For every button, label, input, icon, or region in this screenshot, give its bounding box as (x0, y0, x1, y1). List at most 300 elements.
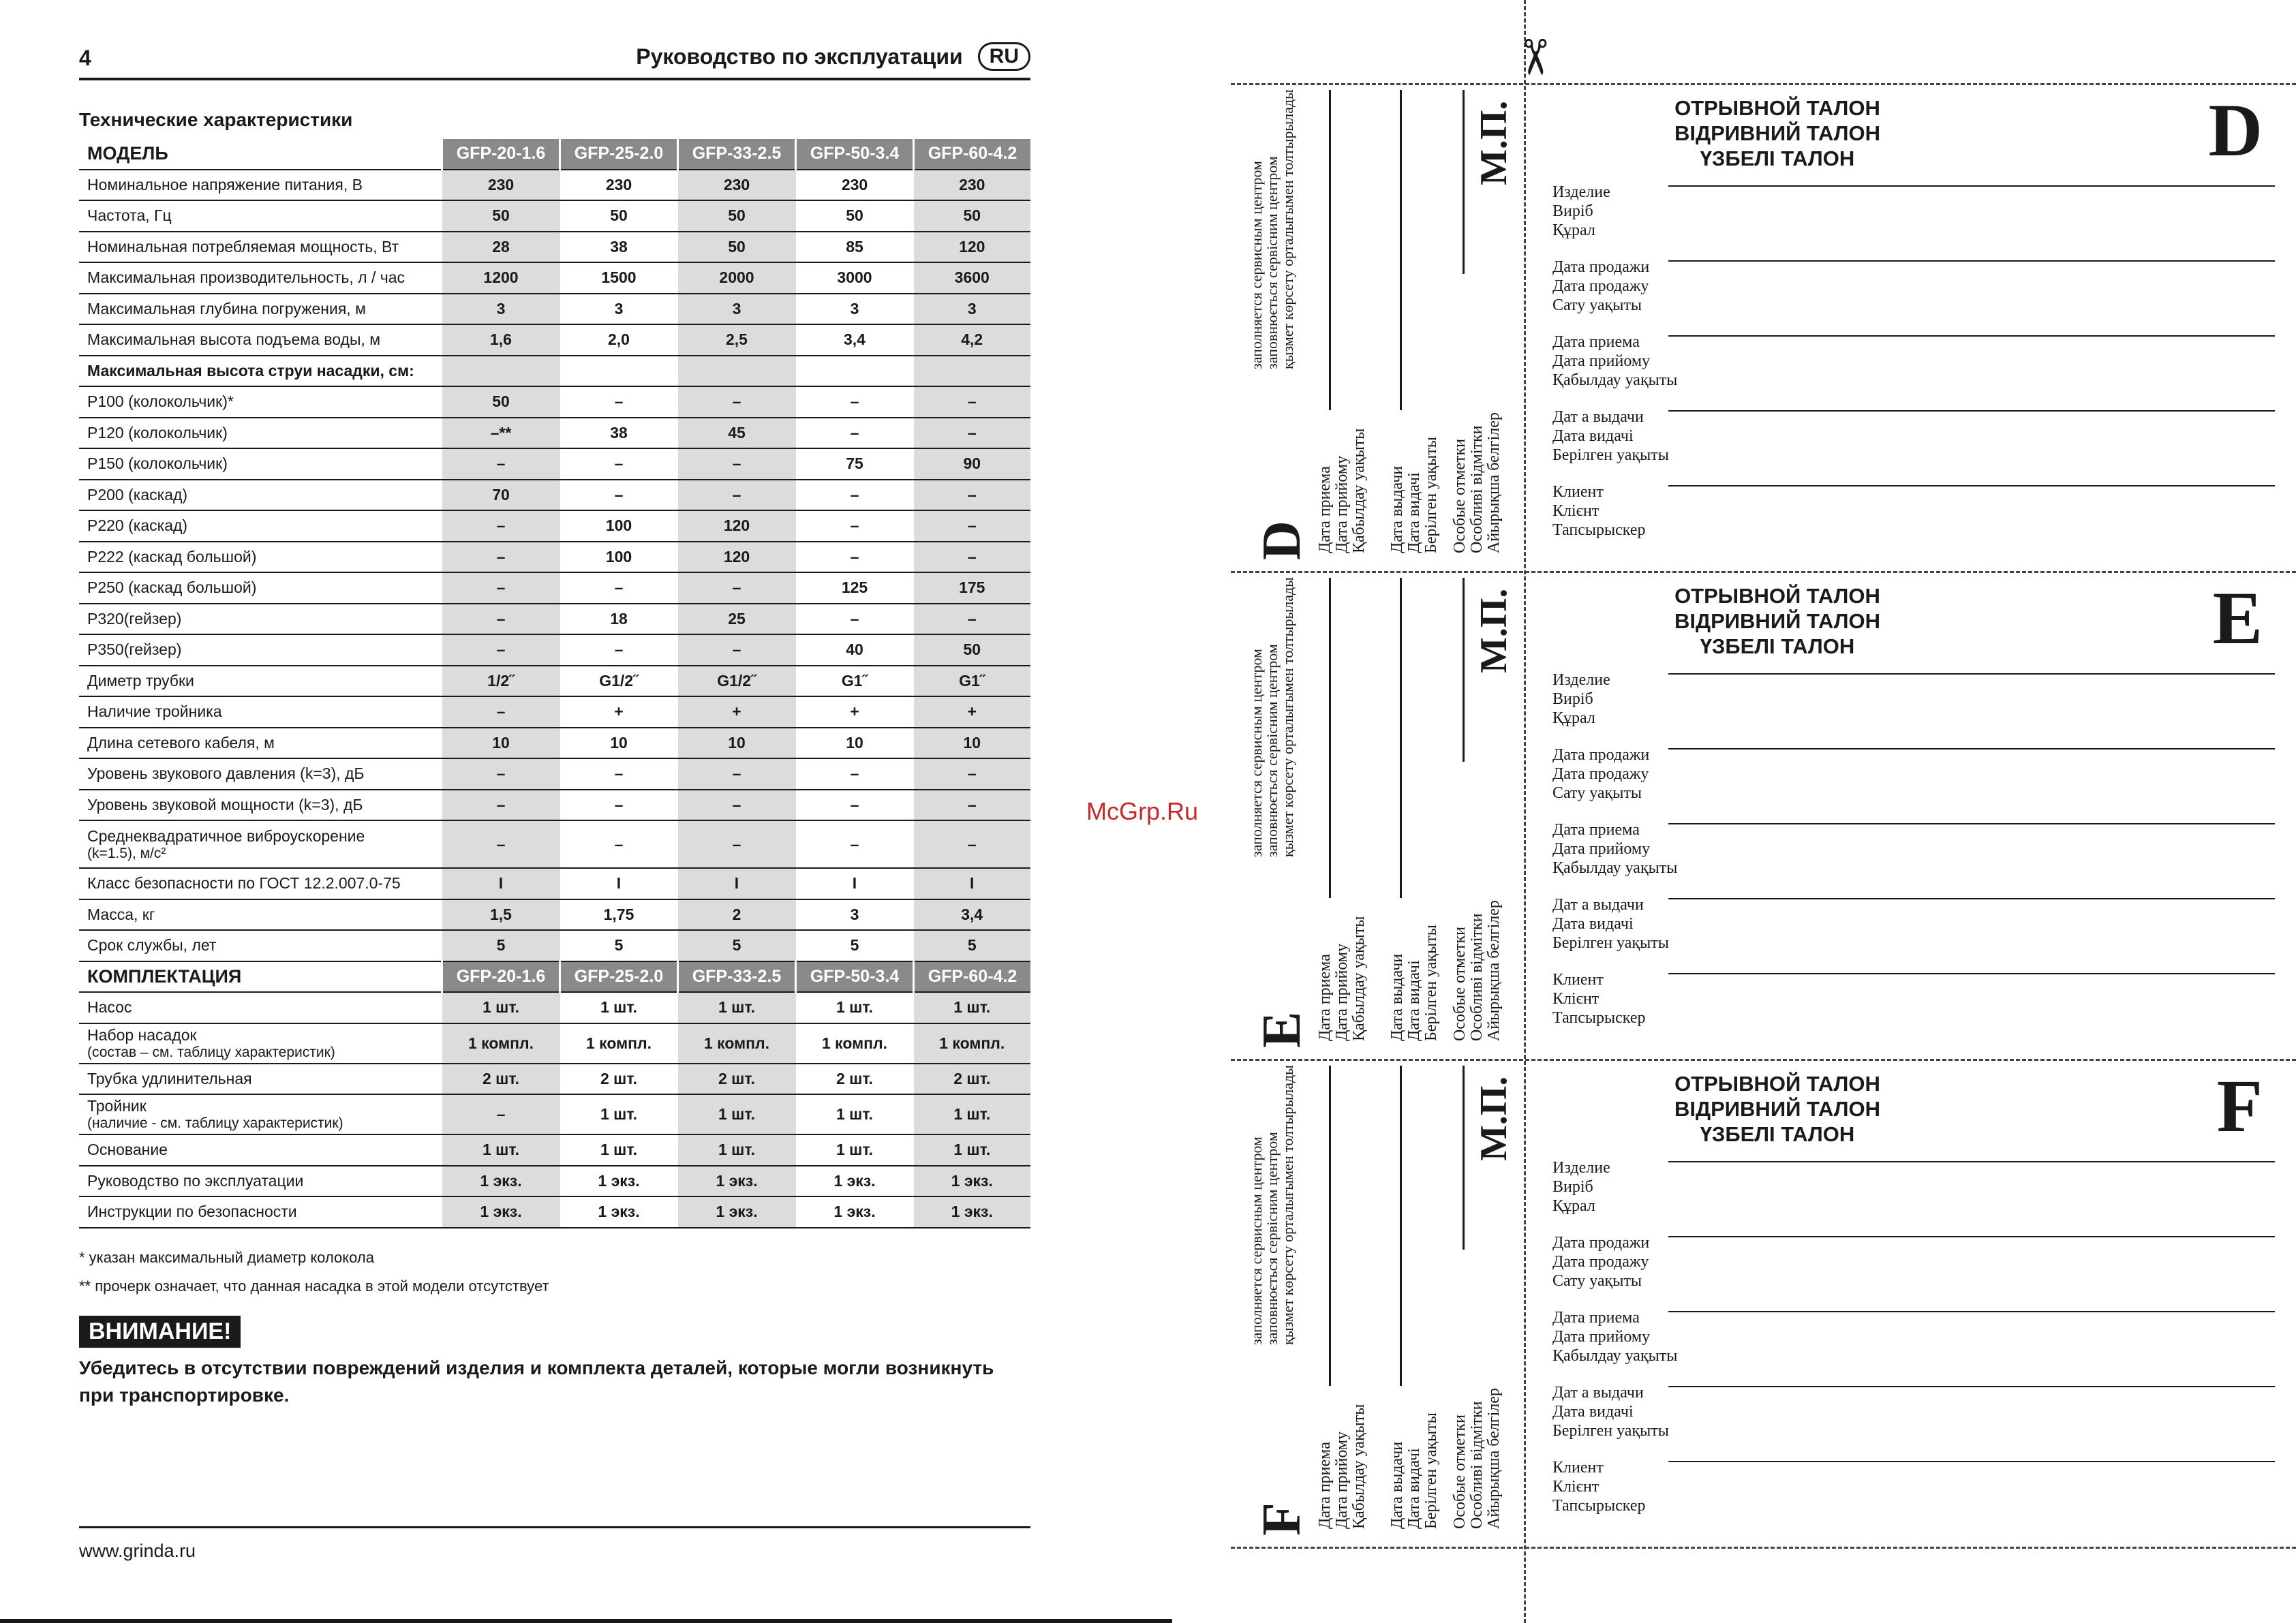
cell-value: 50 (678, 232, 796, 263)
coupon-field-label: Виріб (1552, 1178, 1593, 1196)
row-label-text: Тройник (87, 1097, 147, 1115)
cell-value: + (796, 696, 914, 728)
stub-text: Берілген уақыты (1422, 437, 1440, 553)
table-row (79, 1023, 1030, 1064)
cell-value: G1˝ (914, 666, 1031, 697)
coupon-field[interactable] (1552, 1158, 2275, 1216)
table-section-header: МОДЕЛЬ (79, 139, 442, 170)
row-label (79, 200, 442, 232)
cell-value: – (914, 604, 1031, 635)
table-header-row (79, 961, 1030, 993)
cell-value: 45 (678, 418, 796, 449)
coupon-field-line[interactable] (1668, 335, 2275, 337)
stub-text: Дата прийому (1333, 943, 1351, 1041)
cell-value: 40 (796, 634, 914, 666)
coupon-field-line[interactable] (1668, 185, 2275, 187)
language-badge: RU (978, 42, 1030, 71)
row-label-text: Трубка удлинительная (87, 1069, 252, 1087)
coupon-field-label: Тапсырыскер (1552, 1009, 1646, 1027)
cell-value: – (796, 604, 914, 635)
stub-text: Дата видачі (1405, 1448, 1423, 1529)
coupon-title-line: ОТРЫВНОЙ ТАЛОН (1674, 584, 1880, 608)
stub-line (1400, 578, 1402, 898)
cell-value (914, 356, 1031, 387)
coupon-field-label: Құрал (1552, 1197, 1595, 1215)
stub-line (1329, 90, 1331, 410)
cell-value: 85 (796, 232, 914, 263)
cell-value: 100 (560, 542, 678, 573)
cell-value: 50 (796, 200, 914, 232)
row-label (79, 1196, 442, 1228)
table-row (79, 634, 1030, 666)
cell-value: 5 (914, 930, 1031, 961)
manual-title: Руководство по эксплуатации (636, 44, 963, 69)
cell-value: 3600 (914, 262, 1031, 294)
row-label-text: P150 (колокольчик) (87, 454, 228, 473)
stub-issue-label (1389, 1412, 1440, 1529)
coupon-field-label: Дата приема (1552, 821, 1640, 839)
coupon-letter: E (2212, 576, 2263, 660)
coupon-stub-E (1234, 571, 1520, 1048)
coupon-field-line[interactable] (1668, 1461, 2275, 1462)
coupon-field-label: Виріб (1552, 690, 1593, 708)
coupon-field-line[interactable] (1668, 410, 2275, 412)
cell-value: – (914, 418, 1031, 449)
model-header: GFP-20-1.6 (442, 961, 560, 993)
coupon-field[interactable] (1552, 407, 2275, 465)
stub-receive-label (1317, 1404, 1368, 1529)
row-label-text: Масса, кг (87, 905, 155, 923)
coupon-field[interactable] (1552, 482, 2275, 540)
row-label-text: Уровень звукового давления (k=3), дБ (87, 764, 365, 783)
stub-line (1463, 578, 1465, 762)
coupon-field-line[interactable] (1668, 485, 2275, 486)
coupon-field-label: Дата видачі (1552, 1403, 1634, 1421)
table-row (79, 1094, 1030, 1134)
stub-letter: E (1252, 1011, 1312, 1048)
coupon-field-line[interactable] (1668, 673, 2275, 675)
cell-value: 1 экз. (796, 1166, 914, 1197)
stub-text: заповнюється сервісним центром (1264, 156, 1281, 369)
stub-text: қызмет көрсету орталығымен толтырылады (1279, 1065, 1296, 1345)
coupon-field-label: Дат а выдачи (1552, 896, 1644, 914)
cell-value: 3 (560, 294, 678, 325)
coupon-field[interactable] (1552, 1308, 2275, 1365)
cell-value: 3,4 (914, 899, 1031, 931)
coupon-field-label: Дата продажу (1552, 1253, 1649, 1271)
cell-value: – (796, 758, 914, 790)
cell-value: 2 шт. (442, 1064, 560, 1095)
coupon-field[interactable] (1552, 1233, 2275, 1290)
model-header: GFP-25-2.0 (560, 961, 678, 993)
row-label-text: Наличие тройника (87, 702, 222, 721)
stub-text: Особливі відмітки (1468, 425, 1486, 553)
cell-value: – (678, 480, 796, 511)
stub-text: Қабылдау уақыты (1350, 916, 1368, 1041)
cell-value: 10 (678, 728, 796, 759)
cell-value: I (914, 868, 1031, 899)
stub-issue-label (1389, 925, 1440, 1041)
cell-value: 1,6 (442, 324, 560, 356)
stub-letter: D (1252, 521, 1312, 560)
cell-value: G1/2˝ (560, 666, 678, 697)
coupon-letter: F (2216, 1064, 2263, 1147)
row-label (79, 294, 442, 325)
row-label (79, 790, 442, 821)
stub-text: Айырықша белгілер (1485, 412, 1503, 553)
coupon-field-label: Дата продажи (1552, 746, 1650, 764)
cell-value: 38 (560, 232, 678, 263)
cell-value: – (442, 604, 560, 635)
cell-value: 1 шт. (914, 1094, 1031, 1134)
cell-value: – (678, 634, 796, 666)
coupon-title-line: ҮЗБЕЛІ ТАЛОН (1700, 634, 1855, 658)
cell-value: 1 шт. (442, 1134, 560, 1166)
row-label (79, 992, 442, 1023)
cell-value: – (914, 790, 1031, 821)
cell-value: 1 шт. (914, 1134, 1031, 1166)
cell-value: – (796, 510, 914, 542)
stub-text: Дата выдачи (1388, 1441, 1406, 1529)
cell-value: 50 (442, 200, 560, 232)
cell-value: 50 (560, 200, 678, 232)
cell-value: 2 (678, 899, 796, 931)
coupon-field[interactable] (1552, 1383, 2275, 1440)
row-label (79, 868, 442, 899)
stub-text: Дата прийому (1333, 1431, 1351, 1529)
row-label-text: Набор насадок (87, 1025, 197, 1044)
coupon-field[interactable] (1552, 670, 2275, 728)
coupon-title-line: ВІДРИВНИЙ ТАЛОН (1674, 609, 1880, 633)
cell-value: + (914, 696, 1031, 728)
coupon-field-label: Изделие (1552, 671, 1610, 689)
row-label-text: Насос (87, 998, 132, 1017)
cell-value: 230 (914, 170, 1031, 201)
model-header: GFP-25-2.0 (560, 139, 678, 170)
row-label (79, 666, 442, 697)
cell-value: 1 экз. (442, 1166, 560, 1197)
coupon-title-line: ВІДРИВНИЙ ТАЛОН (1674, 121, 1880, 145)
cell-value: 38 (560, 418, 678, 449)
cell-value: 5 (796, 930, 914, 961)
row-label (79, 758, 442, 790)
row-label (79, 170, 442, 201)
cell-value: – (914, 510, 1031, 542)
cell-value: 230 (678, 170, 796, 201)
coupon-title (1552, 583, 2002, 659)
row-label (79, 634, 442, 666)
cell-value: – (442, 572, 560, 604)
cell-value: 1 шт. (560, 992, 678, 1023)
cell-value: 1200 (442, 262, 560, 294)
coupon-field-label: Дата видачі (1552, 915, 1634, 933)
stub-marks-label (1452, 1388, 1503, 1529)
stub-service-note (1249, 1065, 1296, 1345)
table-row (79, 510, 1030, 542)
row-label (79, 232, 442, 263)
coupon-field-label: Сату уақыты (1552, 1272, 1642, 1290)
cell-value: 2,5 (678, 324, 796, 356)
coupon-title (1552, 1071, 2002, 1147)
cell-value: 1 экз. (560, 1166, 678, 1197)
cell-value: – (442, 696, 560, 728)
row-label (79, 262, 442, 294)
cell-value: 5 (442, 930, 560, 961)
cell-value: – (914, 542, 1031, 573)
cell-value: 1500 (560, 262, 678, 294)
cell-value: 120 (678, 542, 796, 573)
row-label-text: Основание (87, 1141, 168, 1159)
spec-table (79, 139, 1030, 1228)
table-row (79, 542, 1030, 573)
coupon-field-label: Құрал (1552, 221, 1595, 239)
footer-url[interactable]: www.grinda.ru (79, 1541, 196, 1561)
table-row (79, 200, 1030, 232)
stub-receive-label (1317, 916, 1368, 1041)
coupon-field[interactable] (1552, 820, 2275, 878)
stub-issue-label (1389, 437, 1440, 553)
table-row (79, 262, 1030, 294)
row-label (79, 356, 442, 387)
coupon-field-label: Дата видачі (1552, 427, 1634, 445)
row-label (79, 604, 442, 635)
coupon-field[interactable] (1552, 895, 2275, 953)
cell-value: – (560, 448, 678, 480)
cell-value (560, 356, 678, 387)
coupon-field-line[interactable] (1668, 260, 2275, 262)
table-row (79, 666, 1030, 697)
coupon-field[interactable] (1552, 258, 2275, 315)
table-row (79, 604, 1030, 635)
coupon-field-label: Берілген уақыты (1552, 934, 1669, 952)
cell-value: 1 компл. (796, 1023, 914, 1064)
coupon-field-label: Клиент (1552, 971, 1604, 989)
coupon-field-label: Дата прийому (1552, 352, 1651, 370)
table-row (79, 820, 1030, 868)
coupon-field-label: Дата продажу (1552, 765, 1649, 783)
coupon-field[interactable] (1552, 1458, 2275, 1515)
coupon-field-label: Дата прийому (1552, 1328, 1651, 1346)
cell-value: 4,2 (914, 324, 1031, 356)
coupon-F (1552, 1064, 2275, 1534)
coupon-letter: D (2208, 89, 2263, 172)
table-row (79, 572, 1030, 604)
row-label-text: Инструкции по безопасности (87, 1203, 297, 1221)
row-label-text: P220 (каскад) (87, 516, 188, 535)
cell-value: – (914, 480, 1031, 511)
cell-value (678, 356, 796, 387)
stub-text: Қабылдау уақыты (1350, 1404, 1368, 1529)
table-row (79, 1064, 1030, 1095)
cell-value: 50 (914, 634, 1031, 666)
stub-text: Особливі відмітки (1468, 1401, 1486, 1529)
row-label (79, 1166, 442, 1197)
stub-text: Дата выдачи (1388, 465, 1406, 553)
cell-value: – (914, 758, 1031, 790)
coupon-field-label: Тапсырыскер (1552, 521, 1646, 539)
row-label-text: Максимальная глубина погружения, м (87, 299, 366, 318)
cell-value: – (442, 1094, 560, 1134)
scissors-icon: ✂ (1507, 36, 1562, 78)
stub-text: Особые отметки (1451, 927, 1469, 1041)
row-label-subtext: (состав – см. таблицу характеристик) (87, 1044, 335, 1060)
table-row (79, 324, 1030, 356)
stub-text: Дата выдачи (1388, 953, 1406, 1041)
cell-value: 75 (796, 448, 914, 480)
cell-value: 90 (914, 448, 1031, 480)
table-row (79, 386, 1030, 418)
row-label (79, 418, 442, 449)
coupon-field-label: Изделие (1552, 183, 1610, 201)
cell-value: 1 компл. (442, 1023, 560, 1064)
stub-text: Особые отметки (1451, 1415, 1469, 1529)
table-row (79, 790, 1030, 821)
coupon-field-line[interactable] (1668, 823, 2275, 824)
cell-value: – (678, 448, 796, 480)
cell-value: 3 (442, 294, 560, 325)
row-label-text: P350(гейзер) (87, 640, 182, 659)
table-row (79, 356, 1030, 387)
cell-value: 2 шт. (678, 1064, 796, 1095)
row-label-text: P320(гейзер) (87, 609, 182, 628)
cell-value: 2 шт. (796, 1064, 914, 1095)
cell-value: – (914, 820, 1031, 868)
cell-value: 1 экз. (914, 1196, 1031, 1228)
row-label (79, 728, 442, 759)
model-header: GFP-50-3.4 (796, 139, 914, 170)
row-label (79, 572, 442, 604)
cell-value: 70 (442, 480, 560, 511)
coupon-field[interactable] (1552, 745, 2275, 803)
model-header: GFP-60-4.2 (914, 139, 1031, 170)
row-label (79, 1064, 442, 1095)
coupon-field-label: Сату уақыты (1552, 296, 1642, 314)
row-label (79, 696, 442, 728)
cell-value: 1 шт. (678, 1094, 796, 1134)
cell-value: – (560, 386, 678, 418)
cell-value: – (442, 510, 560, 542)
cell-value: – (796, 418, 914, 449)
cell-value: – (442, 790, 560, 821)
coupon-field[interactable] (1552, 183, 2275, 240)
row-label-text: Уровень звуковой мощности (k=3), дБ (87, 795, 363, 814)
row-label-text: P100 (колокольчик)* (87, 392, 234, 411)
row-label-text: Номинальное напряжение питания, В (87, 175, 363, 194)
stub-line (1400, 1066, 1402, 1386)
row-label-text: Максимальная высота подъема воды, м (87, 330, 381, 349)
cell-value: 3 (914, 294, 1031, 325)
model-header: GFP-50-3.4 (796, 961, 914, 993)
cell-value: 2 шт. (914, 1064, 1031, 1095)
coupon-field-line[interactable] (1668, 973, 2275, 974)
row-label (79, 324, 442, 356)
coupon-title (1552, 95, 2002, 171)
stub-marks-label (1452, 900, 1503, 1041)
table-header-row (79, 139, 1030, 170)
cell-value: I (796, 868, 914, 899)
coupon-field-label: Клиент (1552, 1459, 1604, 1477)
cell-value: – (442, 634, 560, 666)
coupon-field-line[interactable] (1668, 748, 2275, 749)
stub-marks-label (1452, 412, 1503, 553)
coupon-field-label: Клієнт (1552, 502, 1599, 520)
cell-value: + (560, 696, 678, 728)
row-label-text: Длина сетевого кабеля, м (87, 733, 275, 752)
cell-value: – (796, 790, 914, 821)
attention-label: ВНИМАНИЕ! (79, 1316, 241, 1348)
cell-value: 175 (914, 572, 1031, 604)
coupon-title-line: ОТРЫВНОЙ ТАЛОН (1674, 1072, 1880, 1096)
stub-text: Дата приема (1316, 954, 1334, 1041)
stub-text: заполняется сервисным центром (1248, 1137, 1265, 1345)
cell-value: 1 шт. (442, 992, 560, 1023)
row-label (79, 1134, 442, 1166)
cell-value: 1 экз. (914, 1166, 1031, 1197)
row-label-text: P200 (каскад) (87, 485, 188, 504)
cell-value: – (560, 572, 678, 604)
cell-value: 5 (678, 930, 796, 961)
stamp-mark: М.П. (1473, 588, 1515, 673)
attention-text: Убедитесь в отсутствии повреждений изделия и комплекта деталей, которые могли возникнуть при транспортировке. (79, 1357, 994, 1406)
row-label (79, 899, 442, 931)
cell-value: – (796, 542, 914, 573)
stub-text: қызмет көрсету орталығымен толтырылады (1279, 89, 1296, 369)
coupon-field[interactable] (1552, 333, 2275, 390)
coupon-field-line[interactable] (1668, 1311, 2275, 1312)
row-label-subtext: (наличие - см. таблицу характеристик) (87, 1115, 343, 1131)
cell-value: + (678, 696, 796, 728)
table-row (79, 728, 1030, 759)
cell-value: 120 (914, 232, 1031, 263)
stub-text: Айырықша белгілер (1485, 1388, 1503, 1529)
coupon-field-line[interactable] (1668, 1386, 2275, 1387)
row-label-text: P222 (каскад большой) (87, 547, 257, 566)
coupon-field-label: Изделие (1552, 1159, 1610, 1177)
coupon-field-label: Тапсырыскер (1552, 1497, 1646, 1515)
coupon-field-line[interactable] (1668, 1236, 2275, 1237)
cell-value: – (560, 820, 678, 868)
coupon-field[interactable] (1552, 970, 2275, 1027)
coupon-field-label: Қабылдау уақыты (1552, 1347, 1678, 1365)
stub-text: Дата прийому (1333, 455, 1351, 553)
cell-value: 1 экз. (442, 1196, 560, 1228)
cell-value: 10 (914, 728, 1031, 759)
table-row (79, 930, 1030, 961)
cell-value: – (442, 820, 560, 868)
stub-text: Дата видачі (1405, 960, 1423, 1041)
cell-value: I (678, 868, 796, 899)
cell-value: 1,75 (560, 899, 678, 931)
stub-text: Берілген уақыты (1422, 925, 1440, 1041)
stamp-mark: М.П. (1473, 1076, 1515, 1161)
table-row (79, 992, 1030, 1023)
cell-value: 1 компл. (560, 1023, 678, 1064)
cell-value: 50 (678, 200, 796, 232)
cell-value: 100 (560, 510, 678, 542)
row-label-text: Руководство по эксплуатации (87, 1171, 304, 1190)
cell-value: – (560, 758, 678, 790)
coupon-field-line[interactable] (1668, 1161, 2275, 1162)
coupon-field-label: Дата продажи (1552, 258, 1650, 276)
stub-line (1329, 578, 1331, 898)
cell-value: – (560, 790, 678, 821)
coupon-field-label: Дата продажи (1552, 1234, 1650, 1252)
coupon-field-line[interactable] (1668, 898, 2275, 899)
manual-page (79, 42, 1030, 1409)
cell-value: G1/2˝ (678, 666, 796, 697)
cell-value: 230 (442, 170, 560, 201)
section-title: Технические характеристики (79, 109, 353, 130)
